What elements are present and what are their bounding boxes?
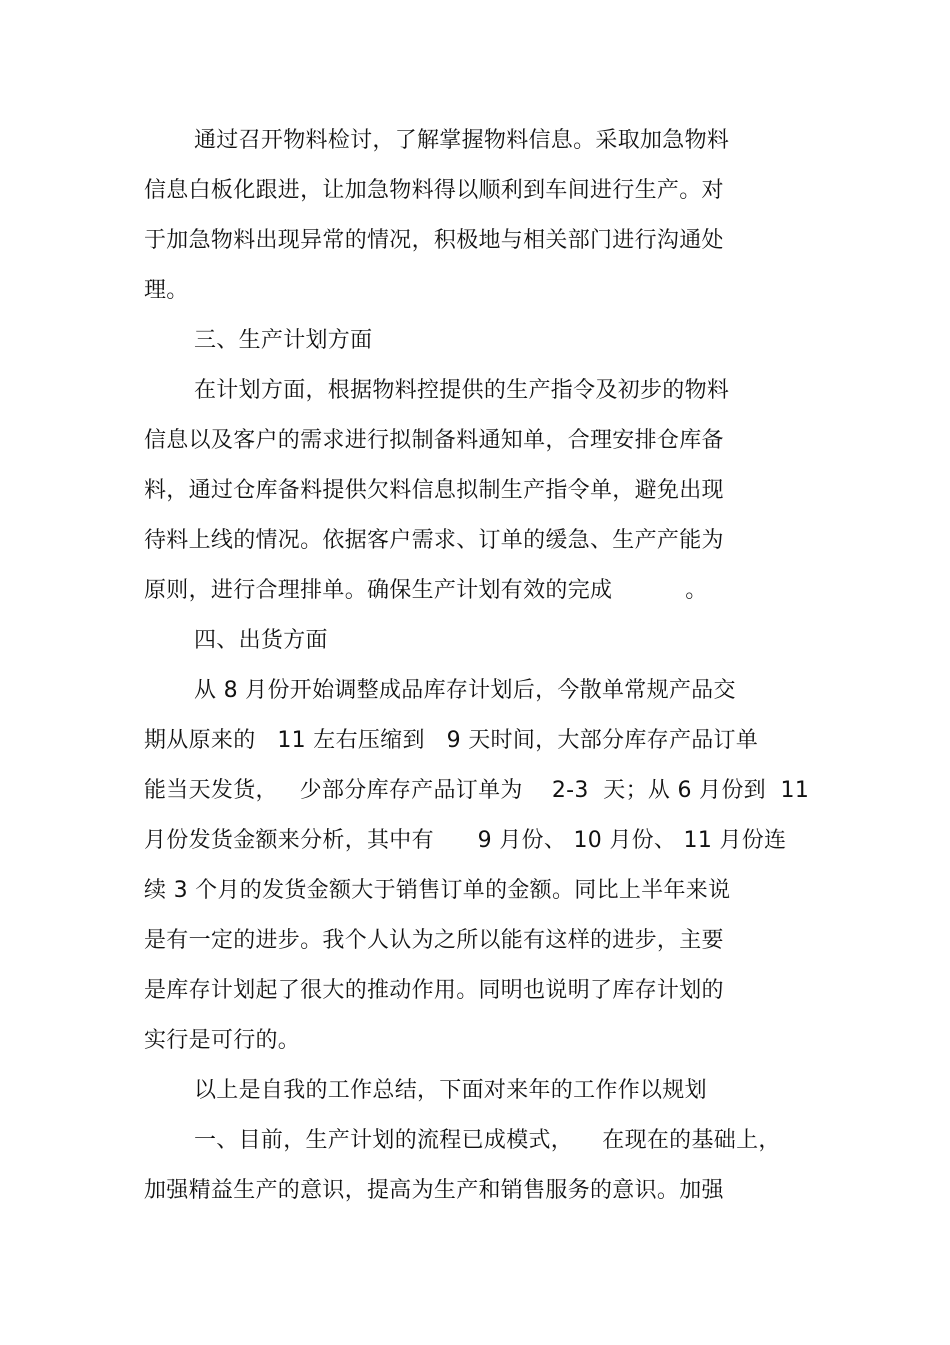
- paragraph-line: 加强精益生产的意识，提高为生产和销售服务的意识。加强: [144, 1178, 724, 1203]
- section-heading: 四、出货方面: [194, 628, 328, 653]
- paragraph-line: 信息以及客户的需求进行拟制备料通知单，合理安排仓库备: [144, 428, 724, 453]
- paragraph-line: 月份发货金额来分析，其中有 9 月份、 10 月份、 11 月份连: [144, 828, 787, 853]
- paragraph-line: 在计划方面，根据物料控提供的生产指令及初步的物料: [194, 378, 730, 403]
- paragraph-line: 是有一定的进步。我个人认为之所以能有这样的进步，主要: [144, 928, 724, 953]
- paragraph-line: 信息白板化跟进，让加急物料得以顺利到车间进行生产。对: [144, 178, 724, 203]
- paragraph-line: 一、目前，生产计划的流程已成模式， 在现在的基础上，: [194, 1128, 781, 1153]
- paragraph-line: 待料上线的情况。依据客户需求、订单的缓急、生产产能为: [144, 528, 724, 553]
- paragraph-line: 料，通过仓库备料提供欠料信息拟制生产指令单，避免出现: [144, 478, 724, 503]
- paragraph-line: 于加急物料出现异常的情况，积极地与相关部门进行沟通处: [144, 228, 724, 253]
- paragraph-line: 期从原来的 11 左右压缩到 9 天时间，大部分库存产品订单: [144, 728, 759, 753]
- paragraph-line: 通过召开物料检讨，了解掌握物料信息。采取加急物料: [194, 128, 730, 153]
- section-heading: 三、生产计划方面: [194, 328, 373, 353]
- paragraph-line: 实行是可行的。: [144, 1028, 301, 1053]
- paragraph-line: 从 8 月份开始调整成品库存计划后，今散单常规产品交: [194, 678, 736, 703]
- paragraph-line: 续 3 个月的发货金额大于销售订单的金额。同比上半年来说: [144, 878, 731, 903]
- paragraph-line: 是库存计划起了很大的推动作用。同明也说明了库存计划的: [144, 978, 724, 1003]
- paragraph-line: 能当天发货， 少部分库存产品订单为 2-3 天；从 6 月份到 11: [144, 778, 810, 803]
- paragraph-line: 以上是自我的工作总结，下面对来年的工作作以规划: [194, 1078, 707, 1103]
- paragraph-line: 理。: [144, 278, 189, 303]
- paragraph-line: 原则，进行合理排单。确保生产计划有效的完成 。: [144, 578, 708, 603]
